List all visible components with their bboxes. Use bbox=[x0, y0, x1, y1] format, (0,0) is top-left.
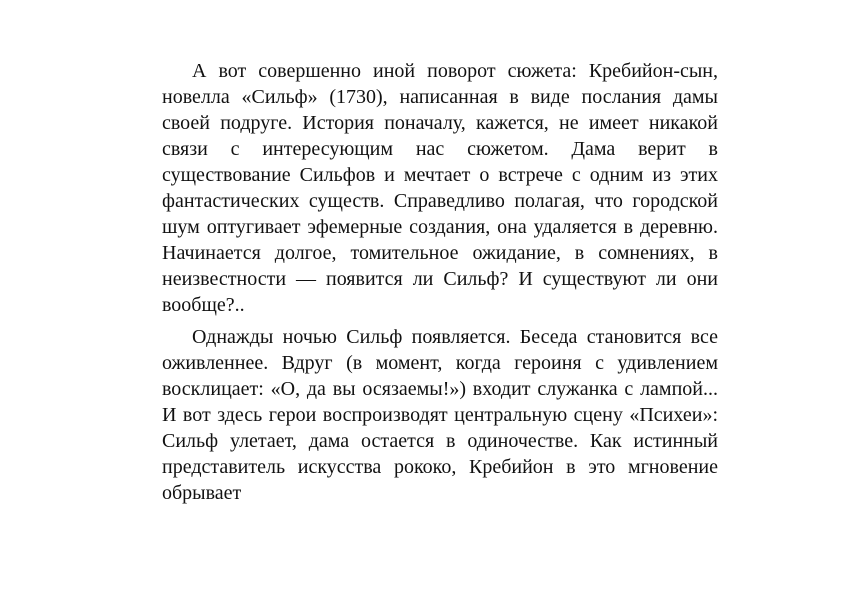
document-text bbox=[162, 58, 718, 506]
paragraph-1: А вот совершенно иной поворот сюжета: Кребийон-сын, новелла «Сильф» (1730), написанная в виде послания дамы своей подруге. История поначалу, кажется, не имеет никакой связи с интересующим нас сюжетом. Дама верит в существование Сильфов и мечтает о встрече с одним из этих фантастических существ. Справедливо полагая, что городской шум оптугивает эфемерные создания, она удаляется в деревню. Начинается долгое, томительное ожидание, в сомнениях, в неизвестности — появится ли Сильф? И существуют ли они вообще?.. bbox=[162, 60, 718, 316]
paragraph-2: Однажды ночью Сильф появляется. Беседа становится все оживленнее. Вдруг (в момент, когда героиня с удивлением восклицает: «О, да вы осязаемы!») входит служанка с лампой... И вот здесь герои воспроизводят центральную сцену «Психеи»: Сильф улетает, дама остается в одиночестве. Как истинный представитель искусства рококо, Кребийон в это мгновение обрывает bbox=[162, 326, 718, 504]
